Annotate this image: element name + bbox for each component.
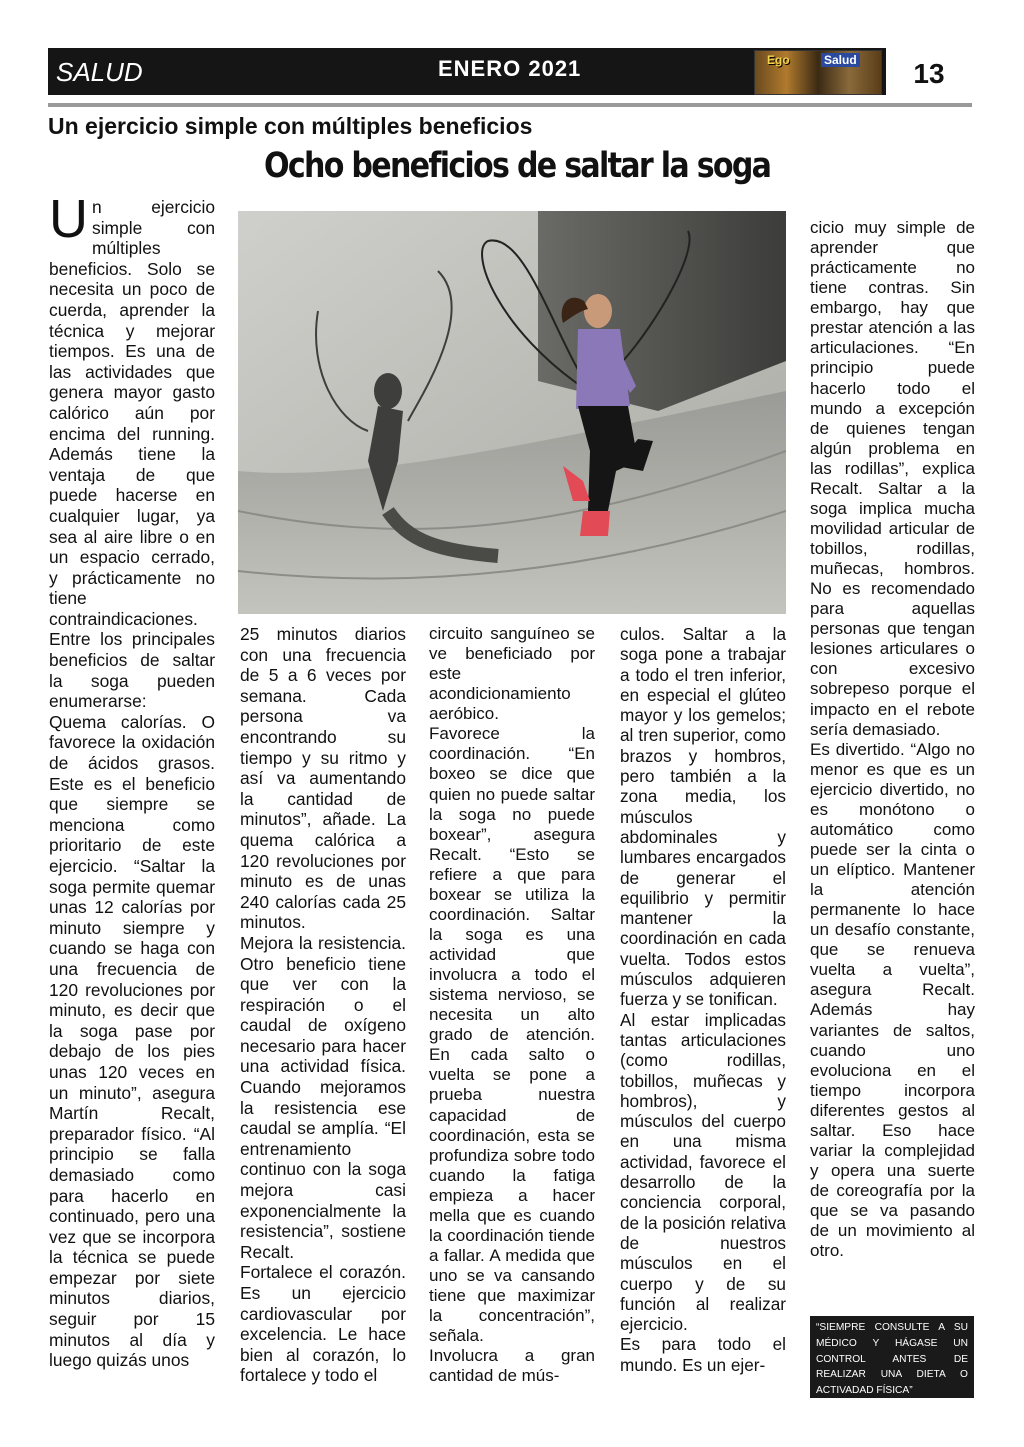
paragraph: circuito sanguíneo se ve beneficiado por este acondicionamiento aeróbico. bbox=[429, 624, 595, 724]
paragraph: cicio muy simple de aprender que prácticamente no tiene contras. Sin embargo, hay que prestar atención a las articulaciones. “En principio puede hacerlo todo el mundo a excepción de quienes tengan algún problema en las rodillas”, explica Recalt. Saltar a la soga implica mucha movilidad articular de tobillos, rodillas, muñecas, hombros. No es recomendado para aquellas personas que tengan lesiones articulares o con excesivo sobrepeso porque el impacto en el rebote sería demasiado. bbox=[810, 218, 975, 739]
page-number: 13 bbox=[886, 48, 972, 95]
paragraph: Entre los principales beneficios de saltar la soga pueden enumerarse: bbox=[49, 629, 215, 712]
medical-disclaimer-box: “SIEMPRE CONSULTE A SU MÉDICO Y HÁGASE UN CONTROL ANTES DE REALIZAR UNA DIETA O ACTIVADAD FÍSICA” bbox=[810, 1316, 974, 1398]
paragraph: culos. Saltar a la soga pone a trabajar a todo el tren inferior, en especial el glúteo mayor y los gemelos; al tren superior, como brazos y hombros, pero también a la zona media, los músculos abdominales y lumbares encargados de generar el equilibrio y permitir mantener la coordinación en cada vuelta. Todos estos músculos adquieren fuerza y se tonifican. bbox=[620, 624, 786, 1010]
paragraph: Fortalece el corazón. Es un ejercicio cardiovascular por excelencia. Le hace bien al corazón, lo fortalece y todo el bbox=[240, 1262, 406, 1386]
section-label: SALUD bbox=[56, 57, 143, 87]
paragraph: Favorece la coordinación. “En boxeo se dice que quien no puede saltar la soga no puede boxear”, asegura Recalt. “Esto se refiere a que para boxear se utiliza la coordinación. Saltar la soga es una actividad que involucra a todo el sistema nervioso, se necesita un alto grado de atención. En cada salto o vuelta se pone a prueba nuestra capacidad de coordinación, esta se profundiza sobre todo cuando la fatiga empieza a hacer mella que es cuando la coordinación tiende a fallar. A medida que uno se va cansando tiene que maximizar la concentración”, señala. bbox=[429, 724, 595, 1346]
paragraph: Al estar implicadas tantas articulaciones (como rodillas, tobillos, muñecas y hombros), y músculos del cuerpo en una misma actividad, favorece el desarrollo de la conciencia corporal, de la posición relativa de nuestros músculos en el cuerpo y de su función al realizar ejercicio. bbox=[620, 1009, 786, 1335]
intro-paragraph bbox=[49, 189, 215, 629]
drop-cap: U bbox=[49, 189, 88, 249]
page-header bbox=[48, 48, 972, 95]
article-column-2 bbox=[240, 624, 406, 1386]
intro-text: n ejercicio simple con múltiples beneficios. Solo se necesita un poco de cuerda, aprender la técnica y mejorar tiempos. Es una de las actividades que genera mayor gasto calórico aún por encima del running. Además tiene la ventaja de que puede hacerse en cualquier lugar, ya sea al aire libre o en un espacio cerrado, y prácticamente no tiene contraindicaciones. bbox=[49, 197, 215, 629]
paragraph: Es para todo el mundo. Es un ejer- bbox=[620, 1334, 786, 1375]
photo-illustration bbox=[238, 211, 786, 614]
article-column-4 bbox=[620, 624, 786, 1375]
article-subtitle: Un ejercicio simple con múltiples beneficios bbox=[48, 113, 533, 139]
paragraph: Mejora la resistencia. Otro beneficio tiene que ver con la respiración o el caudal de oxígeno necesario para hacer una actividad física. Cuando mejoramos la resistencia ese caudal se amplía. “El entrenamiento continuo con la soga mejora casi exponencialmente la resistencia”, sostiene Recalt. bbox=[240, 932, 406, 1262]
logo-text-salud: Salud bbox=[821, 53, 860, 67]
article-column-1 bbox=[49, 189, 215, 1371]
article-photo-jump-rope bbox=[238, 211, 786, 614]
issue-date: ENERO 2021 bbox=[438, 56, 582, 81]
paragraph: Es divertido. “Algo no menor es que es un ejercicio divertido, no es monótono o automático como puede ser la cinta o un elíptico. Mantener la atención permanente lo hace un desafío constante, que se renueva vuelta a vuelta”, asegura Recalt. Además hay variantes de saltos, cuando uno evoluciona en el tiempo incorpora diferentes gestos al saltar. Eso hace variar la complejidad y opera una suerte de coreografía por la que se va pasando de un movimiento al otro. bbox=[810, 739, 975, 1261]
paragraph: 25 minutos diarios con una frecuencia de 5 a 6 veces por semana. Cada persona va encontrando su tiempo y su ritmo y así va aumentando la cantidad de minutos”, añade. La quema calórica a 120 revoluciones por minuto es de unas 240 calorías cada 25 minutos. bbox=[240, 624, 406, 933]
article-column-3 bbox=[429, 624, 595, 1386]
paragraph: Quema calorías. O favorece la oxidación de ácidos grasos. Este es el beneficio que siempre se menciona como prioritario de este ejercicio. “Saltar la soga permite quemar unas 12 calorías por minuto siempre y cuando se haga con una frecuencia de 120 revoluciones por minuto, es decir que la soga pase por debajo de los pies unas 120 veces en un minuto”, asegura Martín Recalt, preparador físico. “Al principio se falla demasiado como para hacerlo en continuado, pero una vez que se incorpora la técnica se puede empezar por siete minutos diarios, seguir por 15 minutos al día y luego quizás unos bbox=[49, 711, 215, 1371]
publication-logo bbox=[754, 50, 882, 95]
header-divider bbox=[48, 103, 972, 107]
logo-text-ego: Ego bbox=[767, 53, 790, 67]
article-title: Ocho beneficios de saltar la soga bbox=[264, 146, 771, 186]
article-column-5 bbox=[810, 218, 975, 1261]
paragraph: Involucra a gran cantidad de mús- bbox=[429, 1346, 595, 1386]
